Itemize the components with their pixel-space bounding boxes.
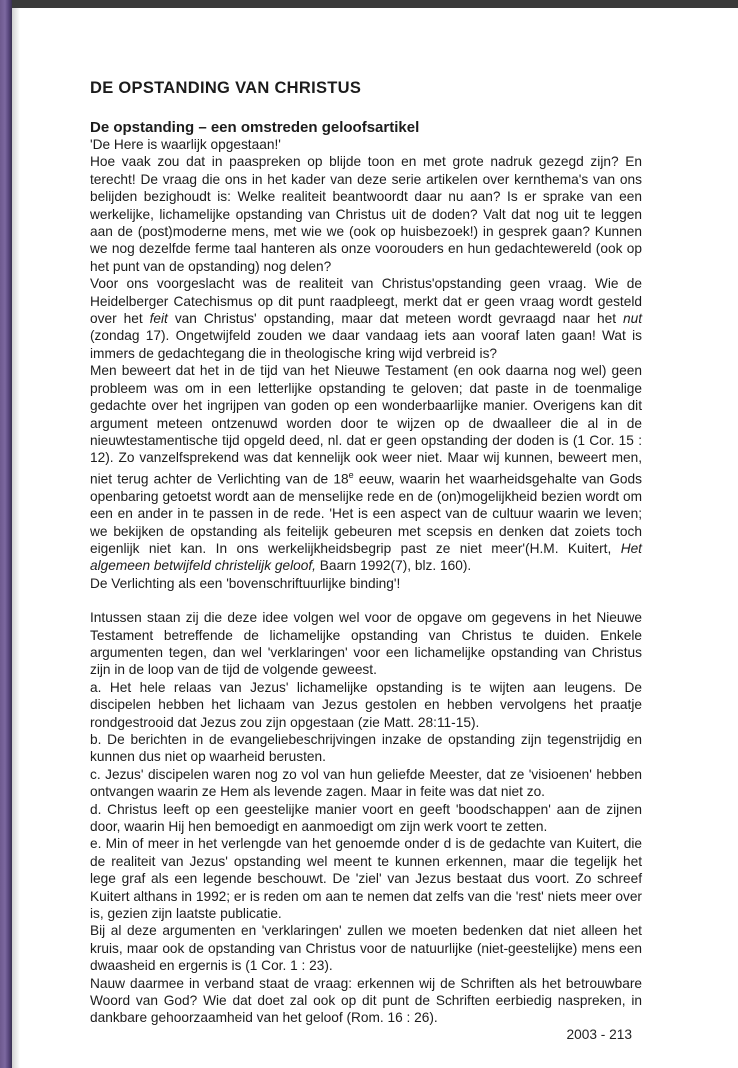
paragraph-argument: [90, 362, 642, 574]
book-spine-edge: [0, 0, 12, 1068]
page-title: DE OPSTANDING VAN CHRISTUS: [90, 79, 362, 97]
list-item-e: e. Min of meer in het verlengde van het genoemde onder d is de gedachte van Kuitert, die de realiteit van Jezus' opstanding wel meent te kunnen erkennen, maar die tegelijk het lege graf als een legende beschouwt. De 'ziel' van Jezus bestaat dus voort. Zo schreef Kuitert althans in 1992; er is reden om aan te nemen dat zelfs van die 'rest' niets meer over is, gezien zijn laatste publicatie.: [90, 836, 642, 922]
page-number: 2003 - 213: [566, 1027, 632, 1042]
section-heading: De opstanding – een omstreden geloofsartikel: [90, 118, 420, 136]
text-run: (zondag 17). Ongetwijfeld zouden we daar vandaag iets aan vooraf laten gaan! Wat is immers de gedachtegang die in theologische kring wijd verbreid is?: [90, 328, 642, 361]
paragraph-intro: Hoe vaak zou dat in paaspreken op blijde toon en met grote nadruk gezegd zijn? En terecht! De vraag die ons in het kader van deze serie artikelen over kernthema's van ons belijden bezighoudt is: Welke realiteit beantwoordt daar nu aan? Is er sprake van een werkelijke, lichamelijke opstanding van Christus uit de doden? Valt dat nog uit te leggen aan de (post)moderne mens, met wie we (ook op huisbezoek!) in gesprek gaan? Kunnen we nog dezelfde ferme taal hanteren als onze voorouders en hun gedachtewereld (ook op het punt van de opstanding) nog delen?: [90, 154, 642, 274]
text-run: Baarn 1992(7), blz. 160).: [315, 558, 472, 574]
list-item-d: d. Christus leeft op een geestelijke manier voort en geeft 'boodschappen' aan de zijnen door, waarin Hij hen bemoedigt en aanmoedigt om zijn werk voort te zetten.: [90, 801, 642, 834]
paragraph-gap: [90, 592, 642, 609]
list-item-b: b. De berichten in de evangeliebeschrijvingen inzake de opstanding zijn tegenstrijdig en kunnen dus niet op waarheid berusten.: [90, 731, 642, 765]
paragraph-forefathers: [90, 275, 642, 362]
list-item-a: a. Het hele relaas van Jezus' lichamelijke opstanding is te wijten aan leugens. De discipelen hebben het lichaam van Jezus gestolen en hebben vervolgens het praatje rondgestrooid dat Jezus zou zijn opgestaan (zie Matt. 28:11-15).: [90, 679, 642, 730]
quote-line: 'De Here is waarlijk opgestaan!': [90, 137, 281, 152]
superscript-e: e: [348, 469, 354, 480]
text-run: van Christus' opstanding, maar dat meteen wordt gevraagd naar het: [167, 311, 623, 327]
binding-shadow: [12, 8, 20, 1068]
emphasis-feit: feit: [149, 311, 168, 327]
paragraph-closing-2: Nauw daarmee in verband staat de vraag: erkennen wij de Schriften als het betrouwbare Woord van God? Wie dat doet zal ook op dit punt de Schriften eerbiedig naspreken, in dankbare gehoorzaamheid van het geloof (Rom. 16 : 26).: [90, 975, 642, 1026]
book-title: Het algemeen betwijfeld christelijk geloof,: [90, 540, 642, 574]
document-page: [90, 80, 642, 1027]
paragraph-enlightenment: De Verlichting als een 'bovenschriftuurlijke binding'!: [90, 575, 401, 591]
text-run: Voor ons voorgeslacht was de realiteit van Christus'opstanding geen vraag. Wie de Heidelberger Catechismus op dit punt raadpleegt, merkt dat er geen vraag wordt gesteld over het: [90, 276, 642, 327]
scan-top-edge: [0, 0, 738, 8]
article-body: [90, 136, 642, 1027]
emphasis-nut: nut: [622, 311, 642, 327]
text-run: Men beweert dat het in de tijd van het Nieuwe Testament (en ook daarna nog wel) geen probleem was om in een letterlijke opstanding te geloven; dat paste in de toenmalige gedachte over het ingrijpen van goden op een wonderbaarlijke manier. Overigens kan dit argument meteen ontzenuwd worden door te wijzen op de dwaalleer die al in de nieuwtestamentische tijd opgeld deed, nl. dat er geen opstanding der doden is (1 Cor. 15 : 12). Zo vanzelfsprekend was dat kennelijk ook weer niet. Maar wij kunnen, beweert men, niet terug achter de Verlichting van de 18: [90, 363, 642, 487]
list-item-c: c. Jezus' discipelen waren nog zo vol van hun geliefde Meester, dat ze 'visioenen' hebben ontvangen waarin ze Hem als levende zagen. Maar in feite was dat niet zo.: [90, 766, 642, 800]
text-run: eeuw, waarin het waarheidsgehalte van Gods openbaring getoetst wordt aan de menselijke rede en de (on)mogelijkheid bezien wordt om een en ander in te passen in de rede. 'Het is een aspect van de cultuur waarin we leven; we bekijken de opstanding als feitelijk gebeuren met scepsis en denken dat zoiets toch eigenlijk niet kan. In ons werkelijkheidsbegrip past ze niet meer'(H.M. Kuitert,: [90, 471, 642, 556]
paragraph-explanations-intro: Intussen staan zij die deze idee volgen wel voor de opgave om gegevens in het Nieuwe Testament betreffende de lichamelijke opstanding van Christus te duiden. Enkele argumenten tegen, dan wel 'verklaringen' voor een lichamelijke opstanding van Christus zijn in de loop van de tijd de volgende geweest.: [90, 610, 642, 678]
paragraph-closing-1: Bij al deze argumenten en 'verklaringen' zullen we moeten bedenken dat niet alleen het kruis, maar ook de opstanding van Christus voor de natuurlijke (niet-geestelijke) mens een dwaasheid en ergernis is (1 Cor. 1 : 23).: [90, 923, 642, 974]
